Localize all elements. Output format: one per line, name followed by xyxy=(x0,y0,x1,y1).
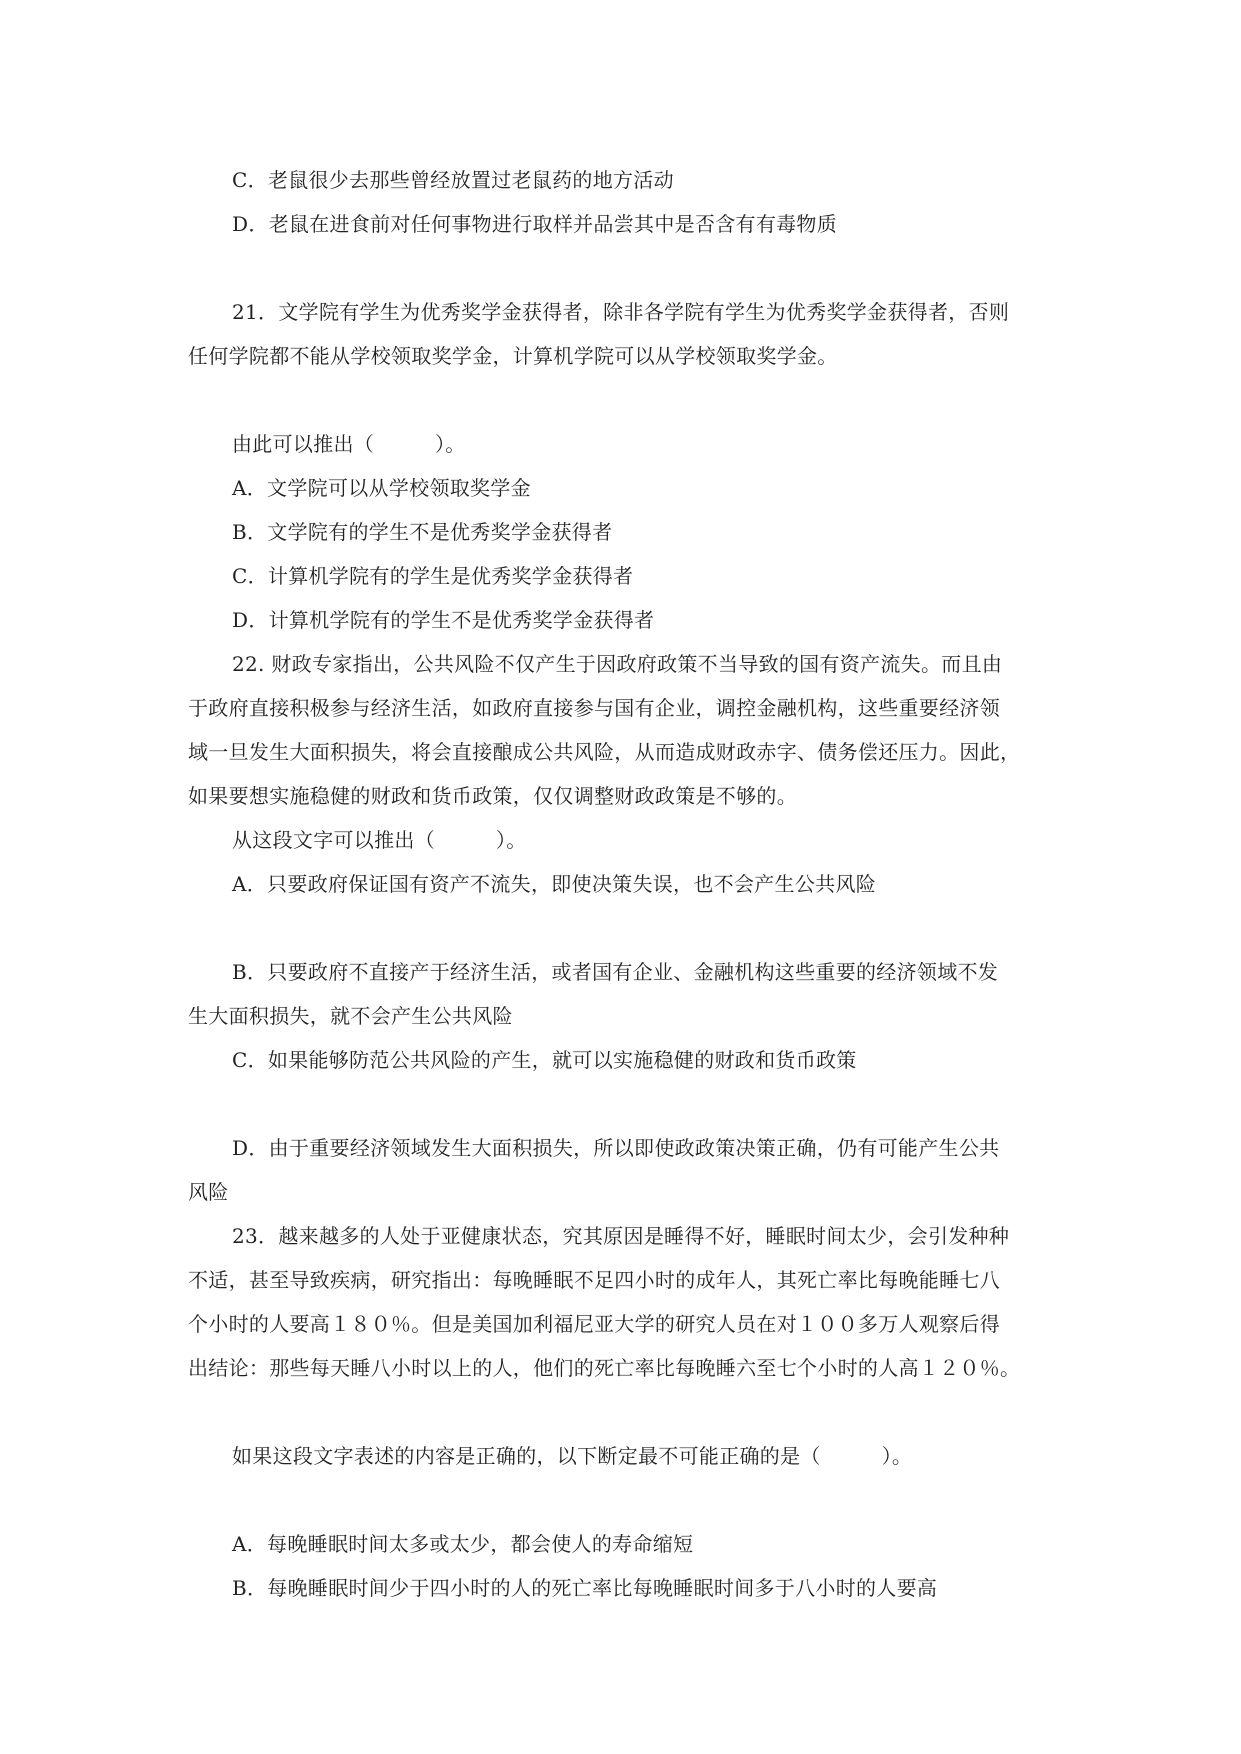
q22-prompt: 从这段文字可以推出（ ）。 xyxy=(232,828,527,852)
q23-stem-line-2: 不适，甚至导致疾病，研究指出：每晚睡眠不足四小时的成年人，其死亡率比每晚能睡七八 xyxy=(188,1268,1000,1292)
q21-stem-line-1: 21．文学院有学生为优秀奖学金获得者，除非各学院有学生为优秀奖学金获得者，否则 xyxy=(232,300,1010,324)
q23-option-a: A．每晚睡眠时间太多或太少，都会使人的寿命缩短 xyxy=(232,1532,694,1556)
q20-option-c: C．老鼠很少去那些曾经放置过老鼠药的地方活动 xyxy=(232,168,674,192)
q21-prompt: 由此可以推出（ ）。 xyxy=(232,432,466,456)
q20-option-d: D．老鼠在进食前对任何事物进行取样并品尝其中是否含有有毒物质 xyxy=(232,212,838,236)
q22-option-d-line-2: 风险 xyxy=(188,1180,229,1204)
q22-option-b-line-2: 生大面积损失，就不会产生公共风险 xyxy=(188,1004,513,1028)
q22-stem-line-4: 如果要想实施稳健的财政和货币政策，仅仅调整财政政策是不够的。 xyxy=(188,784,797,808)
q23-option-b: B．每晚睡眠时间少于四小时的人的死亡率比每晚睡眠时间多于八小时的人要高 xyxy=(232,1576,938,1600)
q21-option-a: A．文学院可以从学校领取奖学金 xyxy=(232,476,531,500)
q21-option-c: C．计算机学院有的学生是优秀奖学金获得者 xyxy=(232,564,634,588)
q22-option-d-line-1: D．由于重要经济领域发生大面积损失，所以即使政政策决策正确，仍有可能产生公共 xyxy=(232,1136,1000,1160)
q23-stem-line-3: 个小时的人要高１８０％。但是美国加利福尼亚大学的研究人员在对１００多万人观察后得 xyxy=(188,1312,1000,1336)
q23-prompt: 如果这段文字表述的内容是正确的，以下断定最不可能正确的是（ ）。 xyxy=(232,1444,913,1468)
q21-stem-line-2: 任何学院都不能从学校领取奖学金，计算机学院可以从学校领取奖学金。 xyxy=(188,344,838,368)
q22-stem-line-3: 域一旦发生大面积损失，将会直接酿成公共风险，从而造成财政赤字、债务偿还压力。因此， xyxy=(188,740,1021,764)
q23-stem-line-1: 23．越来越多的人处于亚健康状态，究其原因是睡得不好，睡眠时间太少，会引发种种 xyxy=(232,1224,1010,1248)
q22-stem-line-2: 于政府直接积极参与经济生活，如政府直接参与国有企业，调控金融机构，这些重要经济领 xyxy=(188,696,1000,720)
q21-option-b: B．文学院有的学生不是优秀奖学金获得者 xyxy=(232,520,613,544)
q22-stem-line-1: 22. 财政专家指出，公共风险不仅产生于因政府政策不当导致的国有资产流失。而且由 xyxy=(232,652,1003,676)
q22-option-a: A．只要政府保证国有资产不流失，即使决策失误，也不会产生公共风险 xyxy=(232,872,877,896)
q22-option-c: C．如果能够防范公共风险的产生，就可以实施稳健的财政和货币政策 xyxy=(232,1048,857,1072)
q22-option-b-line-1: B．只要政府不直接产于经济生活，或者国有企业、金融机构这些重要的经济领域不发 xyxy=(232,960,999,984)
q21-option-d: D．计算机学院有的学生不是优秀奖学金获得者 xyxy=(232,608,655,632)
q23-stem-line-4: 出结论：那些每天睡八小时以上的人，他们的死亡率比每晚睡六至七个小时的人高１２０％。 xyxy=(188,1356,1021,1380)
